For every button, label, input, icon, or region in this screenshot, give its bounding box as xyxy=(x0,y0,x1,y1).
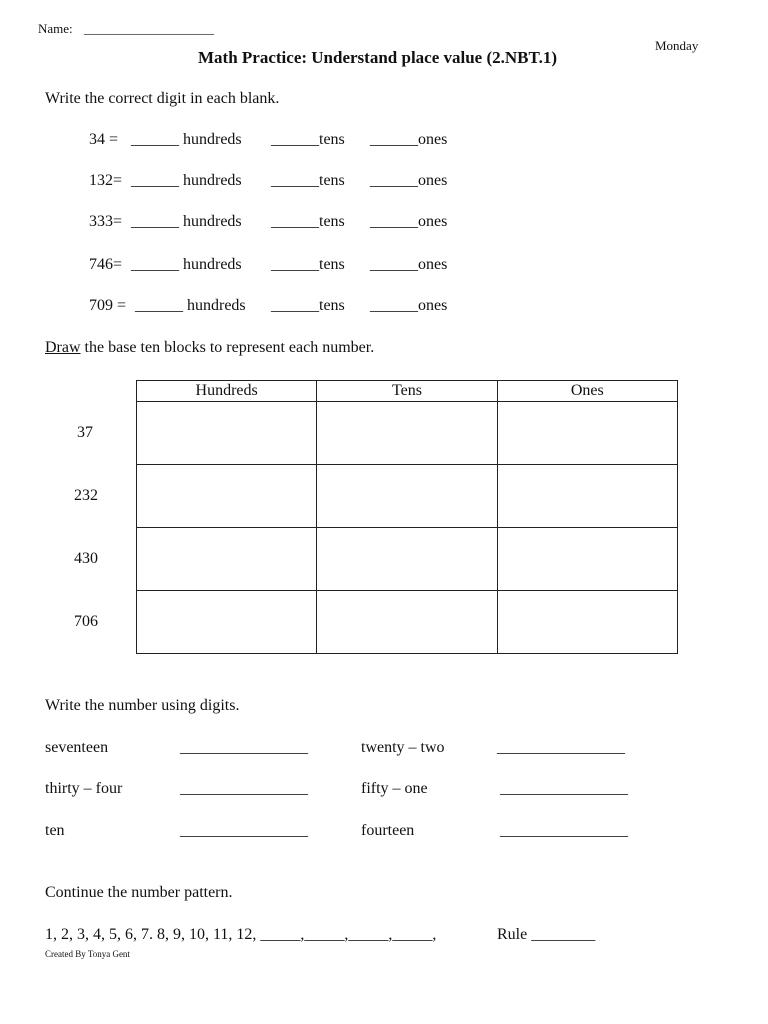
number-word: ten xyxy=(45,822,65,839)
table-row xyxy=(137,402,678,465)
row-label: 37 xyxy=(77,424,93,441)
table-row xyxy=(137,528,678,591)
drawing-cell[interactable] xyxy=(137,591,317,654)
number-word: twenty – two xyxy=(361,739,445,756)
number-word: seventeen xyxy=(45,739,109,756)
number-blank[interactable]: ________________ xyxy=(497,739,625,756)
credit-text: Created By Tonya Gent xyxy=(45,949,130,959)
tens-blank[interactable]: ______tens xyxy=(271,297,345,314)
number-blank[interactable]: ________________ xyxy=(180,822,308,839)
section2-instruction xyxy=(45,339,374,357)
column-header-ones: Ones xyxy=(497,381,677,402)
row-lhs: 709 = xyxy=(89,297,127,314)
hundreds-blank[interactable]: ______ hundreds xyxy=(135,297,246,314)
name-label: Name: xyxy=(38,21,73,36)
number-blank[interactable]: ________________ xyxy=(180,739,308,756)
row-label: 706 xyxy=(74,613,98,630)
number-word: fifty – one xyxy=(361,780,428,797)
drawing-cell[interactable] xyxy=(137,465,317,528)
tens-blank[interactable]: ______tens xyxy=(271,213,345,230)
drawing-cell[interactable] xyxy=(317,402,497,465)
tens-blank[interactable]: ______tens xyxy=(271,256,345,273)
table-row xyxy=(137,465,678,528)
drawing-cell[interactable] xyxy=(497,465,677,528)
number-pattern[interactable]: 1, 2, 3, 4, 5, 6, 7. 8, 9, 10, 11, 12, _____,_____,_____,_____, xyxy=(45,926,437,943)
table-header-row xyxy=(137,381,678,402)
number-word: fourteen xyxy=(361,822,415,839)
drawing-cell[interactable] xyxy=(317,465,497,528)
section4-instruction: Continue the number pattern. xyxy=(45,884,233,901)
drawing-cell[interactable] xyxy=(497,591,677,654)
hundreds-blank[interactable]: ______ hundreds xyxy=(131,172,242,189)
row-lhs: 132= xyxy=(89,172,123,189)
drawing-cell[interactable] xyxy=(137,402,317,465)
ones-blank[interactable]: ______ones xyxy=(370,256,448,273)
day-label: Monday xyxy=(655,38,699,53)
drawing-cell[interactable] xyxy=(317,591,497,654)
row-label: 430 xyxy=(74,550,98,567)
ones-blank[interactable]: ______ones xyxy=(370,172,448,189)
tens-blank[interactable]: ______tens xyxy=(271,172,345,189)
hundreds-blank[interactable]: ______ hundreds xyxy=(131,131,242,148)
hundreds-blank[interactable]: ______ hundreds xyxy=(131,256,242,273)
ones-blank[interactable]: ______ones xyxy=(370,131,448,148)
number-blank[interactable]: ________________ xyxy=(500,780,628,797)
drawing-cell[interactable] xyxy=(317,528,497,591)
page-title: Math Practice: Understand place value (2.NBT.1) xyxy=(198,48,557,67)
name-blank[interactable]: ____________________ xyxy=(84,21,214,36)
ones-blank[interactable]: ______ones xyxy=(370,297,448,314)
number-blank[interactable]: ________________ xyxy=(180,780,308,797)
column-header-hundreds: Hundreds xyxy=(137,381,317,402)
row-lhs: 746= xyxy=(89,256,123,273)
drawing-cell[interactable] xyxy=(497,402,677,465)
number-word: thirty – four xyxy=(45,780,123,797)
hundreds-blank[interactable]: ______ hundreds xyxy=(131,213,242,230)
number-blank[interactable]: ________________ xyxy=(500,822,628,839)
row-label: 232 xyxy=(74,487,98,504)
column-header-tens: Tens xyxy=(317,381,497,402)
drawing-cell[interactable] xyxy=(137,528,317,591)
table-row xyxy=(137,591,678,654)
instruction-emphasis: Draw xyxy=(45,339,81,356)
row-lhs: 333= xyxy=(89,213,123,230)
section1-instruction: Write the correct digit in each blank. xyxy=(45,90,280,107)
instruction-text: the base ten blocks to represent each number. xyxy=(80,339,375,356)
row-lhs: 34 = xyxy=(89,131,119,148)
drawing-cell[interactable] xyxy=(497,528,677,591)
base-ten-table xyxy=(136,380,678,654)
ones-blank[interactable]: ______ones xyxy=(370,213,448,230)
tens-blank[interactable]: ______tens xyxy=(271,131,345,148)
rule-blank[interactable]: Rule ________ xyxy=(497,926,596,943)
section3-instruction: Write the number using digits. xyxy=(45,697,240,714)
